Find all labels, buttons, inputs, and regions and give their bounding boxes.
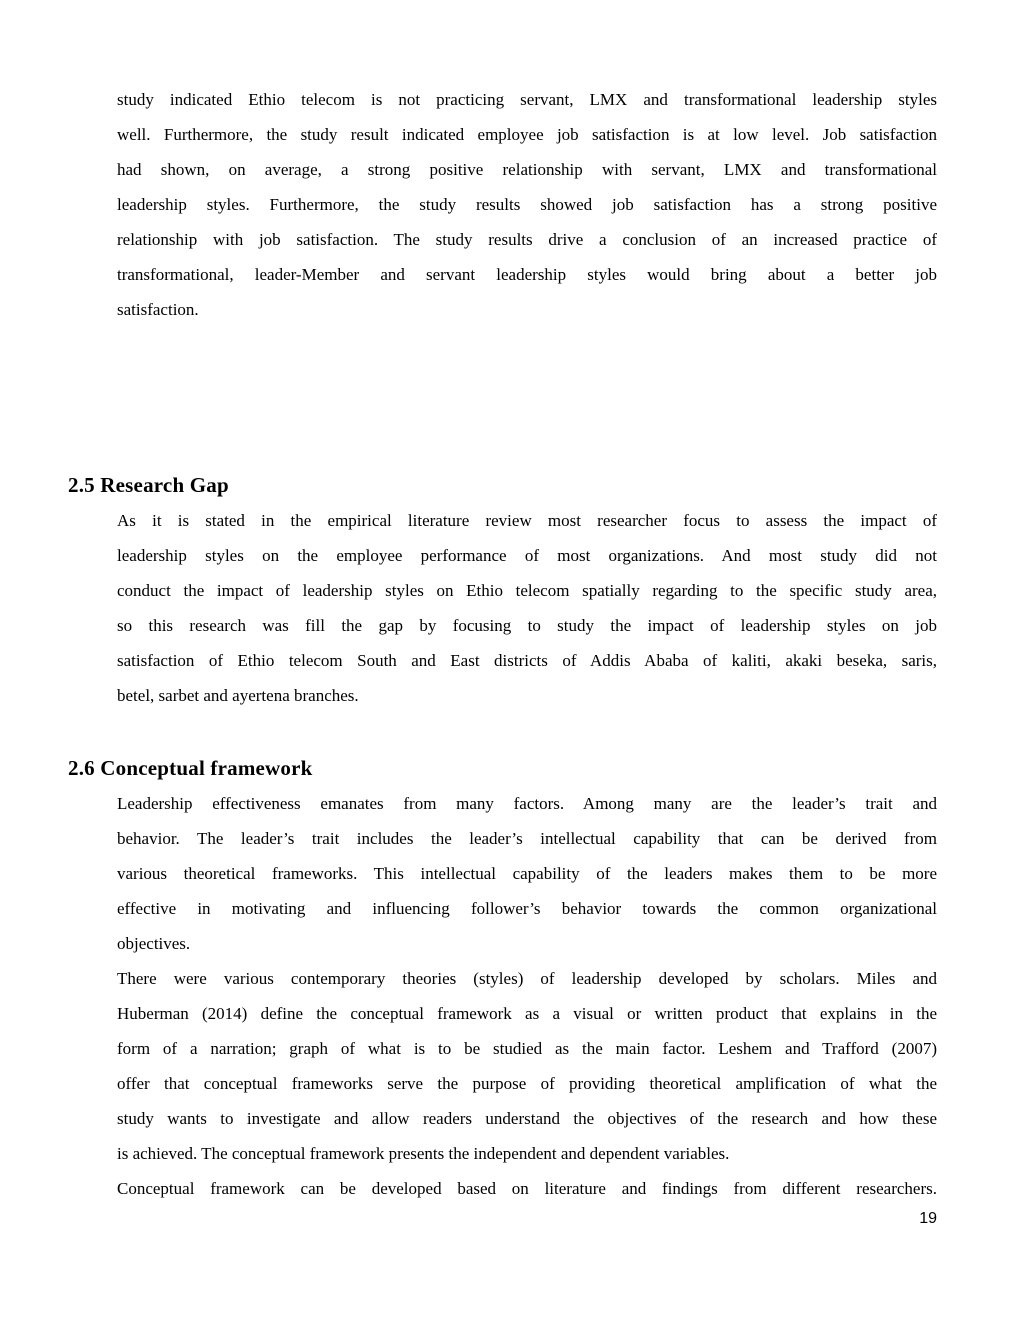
heading-research-gap: 2.5 Research Gap <box>68 473 229 497</box>
text-line: study indicated Ethio telecom is not practicing servant, LMX and transformational leadership styles <box>117 90 937 109</box>
page-number: 19 <box>919 1210 937 1227</box>
conceptual-framework-paragraph-3 <box>117 1171 937 1206</box>
text-line: Huberman (2014) define the conceptual framework as a visual or written product that explains in the <box>117 1004 937 1023</box>
text-line: Leadership effectiveness emanates from many factors. Among many are the leader’s trait and <box>117 794 937 813</box>
text-line: so this research was fill the gap by focusing to study the impact of leadership styles on job <box>117 616 937 635</box>
text-line: leadership styles. Furthermore, the study results showed job satisfaction has a strong positive <box>117 195 937 214</box>
text-line: As it is stated in the empirical literature review most researcher focus to assess the impact of <box>117 511 937 530</box>
text-line: satisfaction of Ethio telecom South and East districts of Addis Ababa of kaliti, akaki beseka, saris, <box>117 651 937 670</box>
conceptual-framework-paragraph-2 <box>117 961 937 1171</box>
text-line: Conceptual framework can be developed based on literature and findings from different researchers. <box>117 1179 937 1198</box>
text-line: effective in motivating and influencing follower’s behavior towards the common organizational <box>117 899 937 918</box>
text-line: various theoretical frameworks. This intellectual capability of the leaders makes them to be more <box>117 864 937 883</box>
text-line: transformational, leader-Member and servant leadership styles would bring about a better job <box>117 265 937 284</box>
text-line: leadership styles on the employee performance of most organizations. And most study did not <box>117 546 937 565</box>
text-line: study wants to investigate and allow readers understand the objectives of the research and how these <box>117 1109 937 1128</box>
text-line: satisfaction. <box>117 300 199 319</box>
text-line: There were various contemporary theories (styles) of leadership developed by scholars. Miles and <box>117 969 937 988</box>
intro-paragraph <box>117 82 937 327</box>
conceptual-framework-paragraph-1 <box>117 786 937 961</box>
text-line: offer that conceptual frameworks serve the purpose of providing theoretical amplification of what the <box>117 1074 937 1093</box>
research-gap-paragraph <box>117 503 937 713</box>
text-line: behavior. The leader’s trait includes the leader’s intellectual capability that can be derived from <box>117 829 937 848</box>
text-line: well. Furthermore, the study result indicated employee job satisfaction is at low level. Job satisfaction <box>117 125 937 144</box>
text-line: betel, sarbet and ayertena branches. <box>117 686 359 705</box>
text-line: form of a narration; graph of what is to be studied as the main factor. Leshem and Trafford (2007) <box>117 1039 937 1058</box>
text-line: objectives. <box>117 934 191 953</box>
text-line: is achieved. The conceptual framework presents the independent and dependent variables. <box>117 1144 730 1163</box>
text-line: conduct the impact of leadership styles on Ethio telecom spatially regarding to the specific study area, <box>117 581 937 600</box>
text-line: had shown, on average, a strong positive relationship with servant, LMX and transformational <box>117 160 937 179</box>
text-line: relationship with job satisfaction. The study results drive a conclusion of an increased practice of <box>117 230 937 249</box>
heading-conceptual-framework: 2.6 Conceptual framework <box>68 756 313 780</box>
document-content <box>68 82 937 1206</box>
